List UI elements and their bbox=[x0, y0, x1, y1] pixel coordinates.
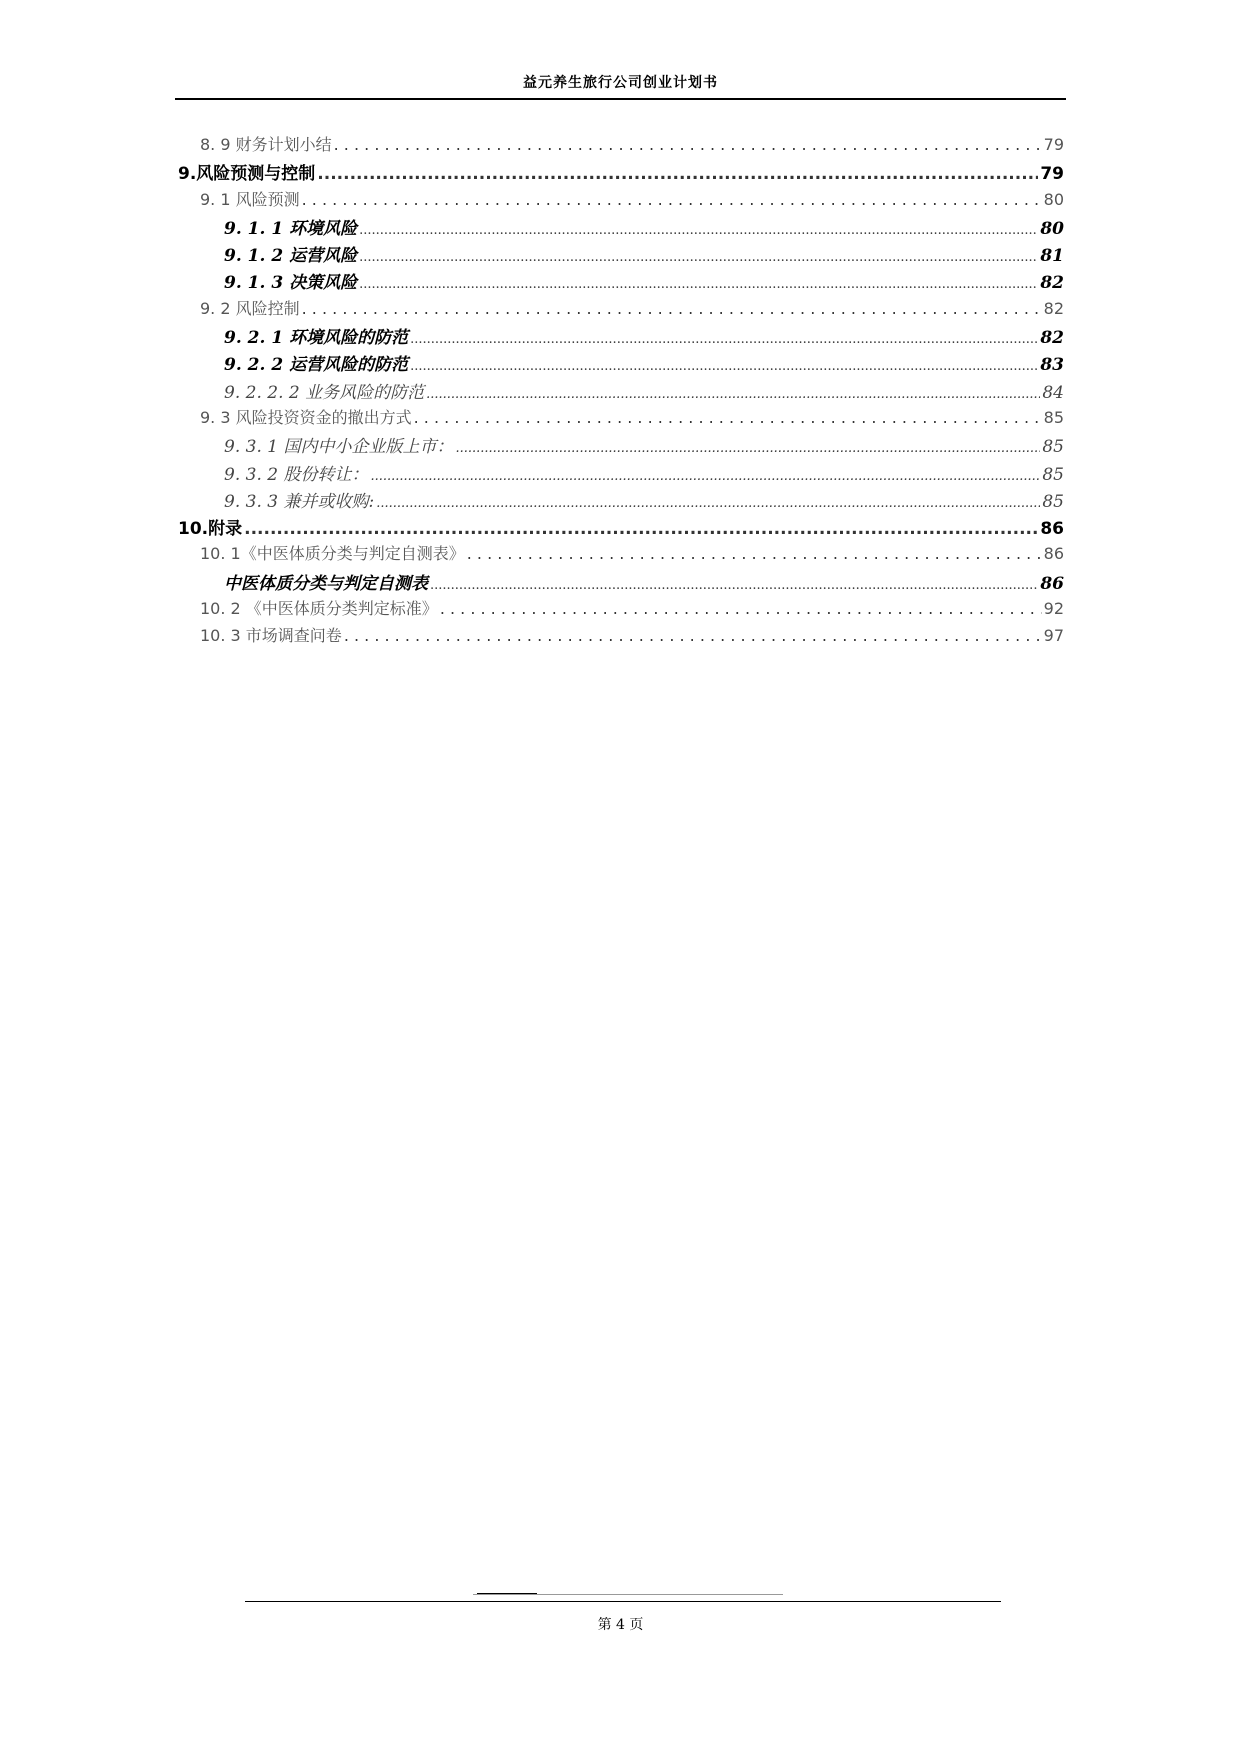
toc-entry[interactable] bbox=[178, 159, 1064, 186]
toc-leader bbox=[359, 219, 1038, 239]
toc-entry[interactable] bbox=[178, 241, 1064, 268]
toc-entry-page: 86 bbox=[1043, 544, 1064, 564]
toc-entry[interactable] bbox=[178, 187, 1064, 214]
toc-entry-label: 9. 2. 2. 2 业务风险的防范 bbox=[224, 382, 425, 403]
toc-leader bbox=[440, 599, 1042, 618]
toc-entry-label: 9. 3. 3 兼并或收购: bbox=[224, 491, 375, 512]
toc-entry-page: 79 bbox=[1040, 164, 1064, 185]
toc-entry-page: 84 bbox=[1042, 382, 1064, 403]
toc-entry-label: 10. 1《中医体质分类与判定自测表》 bbox=[200, 544, 465, 564]
toc-entry-page: 82 bbox=[1043, 298, 1064, 318]
toc-entry[interactable] bbox=[178, 460, 1064, 487]
toc-entry[interactable] bbox=[178, 432, 1064, 459]
toc-entry-page: 86 bbox=[1040, 519, 1064, 540]
toc-entry-page: 80 bbox=[1043, 189, 1064, 209]
toc-leader bbox=[302, 299, 1042, 318]
toc-leader bbox=[244, 519, 1038, 539]
toc-entry-label: 9. 1. 2 运营风险 bbox=[224, 246, 358, 267]
toc-entry-page: 85 bbox=[1042, 437, 1064, 458]
toc-entry[interactable] bbox=[178, 378, 1064, 405]
toc-leader bbox=[317, 164, 1038, 184]
toc-entry-number: 9. bbox=[178, 164, 197, 185]
toc-leader bbox=[359, 273, 1038, 293]
footer-rule-full bbox=[245, 1601, 1001, 1602]
toc-leader bbox=[410, 328, 1038, 348]
toc-entry-label: 9. 2. 1 环境风险的防范 bbox=[224, 328, 409, 349]
toc-entry-label: 10. 2 《中医体质分类判定标准》 bbox=[200, 599, 438, 619]
toc-leader bbox=[455, 437, 1040, 457]
toc-entry-page: 85 bbox=[1042, 464, 1064, 485]
toc-leader bbox=[334, 135, 1042, 154]
toc-entry-number: 10. bbox=[178, 519, 209, 540]
toc-entry-label: 9. 1. 3 决策风险 bbox=[224, 273, 358, 294]
toc-entry-label: 9. 2 风险控制 bbox=[200, 298, 300, 318]
toc-entry[interactable] bbox=[178, 541, 1064, 568]
toc-entry-page: 82 bbox=[1040, 328, 1064, 349]
toc-entry-page: 86 bbox=[1040, 573, 1064, 594]
toc-entry[interactable] bbox=[178, 405, 1064, 432]
toc-leader bbox=[426, 383, 1040, 403]
toc-entry-page: 79 bbox=[1043, 135, 1064, 154]
toc-entry[interactable] bbox=[178, 268, 1064, 295]
toc-entry-label: 中医体质分类与判定自测表 bbox=[224, 573, 428, 594]
toc-entry[interactable] bbox=[178, 214, 1064, 241]
toc-entry-label: 附录 bbox=[208, 519, 243, 540]
toc-entry-page: 85 bbox=[1042, 491, 1064, 512]
toc-entry[interactable] bbox=[178, 132, 1064, 159]
page-footer bbox=[0, 1614, 1241, 1634]
toc-entry[interactable] bbox=[178, 569, 1064, 596]
table-of-contents bbox=[178, 132, 1064, 651]
toc-entry-label: 8. 9 财务计划小结 bbox=[200, 135, 332, 154]
toc-entry-page: 97 bbox=[1043, 626, 1064, 646]
toc-entry[interactable] bbox=[178, 514, 1064, 541]
toc-leader bbox=[410, 355, 1038, 375]
toc-entry-label: 9. 2. 2 运营风险的防范 bbox=[224, 355, 409, 376]
toc-entry[interactable] bbox=[178, 323, 1064, 350]
toc-entry-page: 92 bbox=[1043, 599, 1064, 619]
page-number: 第 4 页 bbox=[597, 1617, 644, 1633]
toc-leader bbox=[430, 574, 1038, 594]
toc-entry-page: 82 bbox=[1040, 273, 1064, 294]
toc-entry-label: 9. 1 风险预测 bbox=[200, 189, 300, 209]
footer-rule bbox=[245, 1593, 1001, 1613]
toc-entry-page: 80 bbox=[1040, 218, 1064, 239]
toc-entry-label: 9. 1. 1 环境风险 bbox=[224, 218, 358, 239]
toc-leader bbox=[344, 626, 1042, 645]
toc-entry-label: 9. 3 风险投资资金的撤出方式 bbox=[200, 407, 412, 427]
toc-entry-page: 81 bbox=[1040, 246, 1064, 267]
toc-leader bbox=[467, 544, 1042, 563]
toc-leader bbox=[414, 408, 1042, 427]
toc-entry[interactable] bbox=[178, 623, 1064, 650]
toc-entry-label: 9. 3. 1 国内中小企业版上市： bbox=[224, 437, 454, 458]
toc-entry-label: 风险预测与控制 bbox=[196, 164, 316, 185]
toc-entry[interactable] bbox=[178, 596, 1064, 623]
toc-entry-label: 9. 3. 2 股份转让： bbox=[224, 464, 369, 485]
toc-entry-page: 85 bbox=[1043, 407, 1064, 427]
toc-entry-page: 83 bbox=[1040, 355, 1064, 376]
toc-entry[interactable] bbox=[178, 487, 1064, 514]
document-title: 益元养生旅行公司创业计划书 bbox=[523, 75, 718, 91]
toc-leader bbox=[370, 465, 1040, 485]
page-header bbox=[175, 74, 1066, 100]
toc-entry-label: 10. 3 市场调查问卷 bbox=[200, 626, 342, 646]
toc-leader bbox=[302, 190, 1042, 209]
footer-rule-thin bbox=[473, 1594, 783, 1595]
toc-leader bbox=[376, 492, 1040, 512]
toc-entry[interactable] bbox=[178, 350, 1064, 377]
toc-entry[interactable] bbox=[178, 296, 1064, 323]
toc-leader bbox=[359, 246, 1038, 266]
